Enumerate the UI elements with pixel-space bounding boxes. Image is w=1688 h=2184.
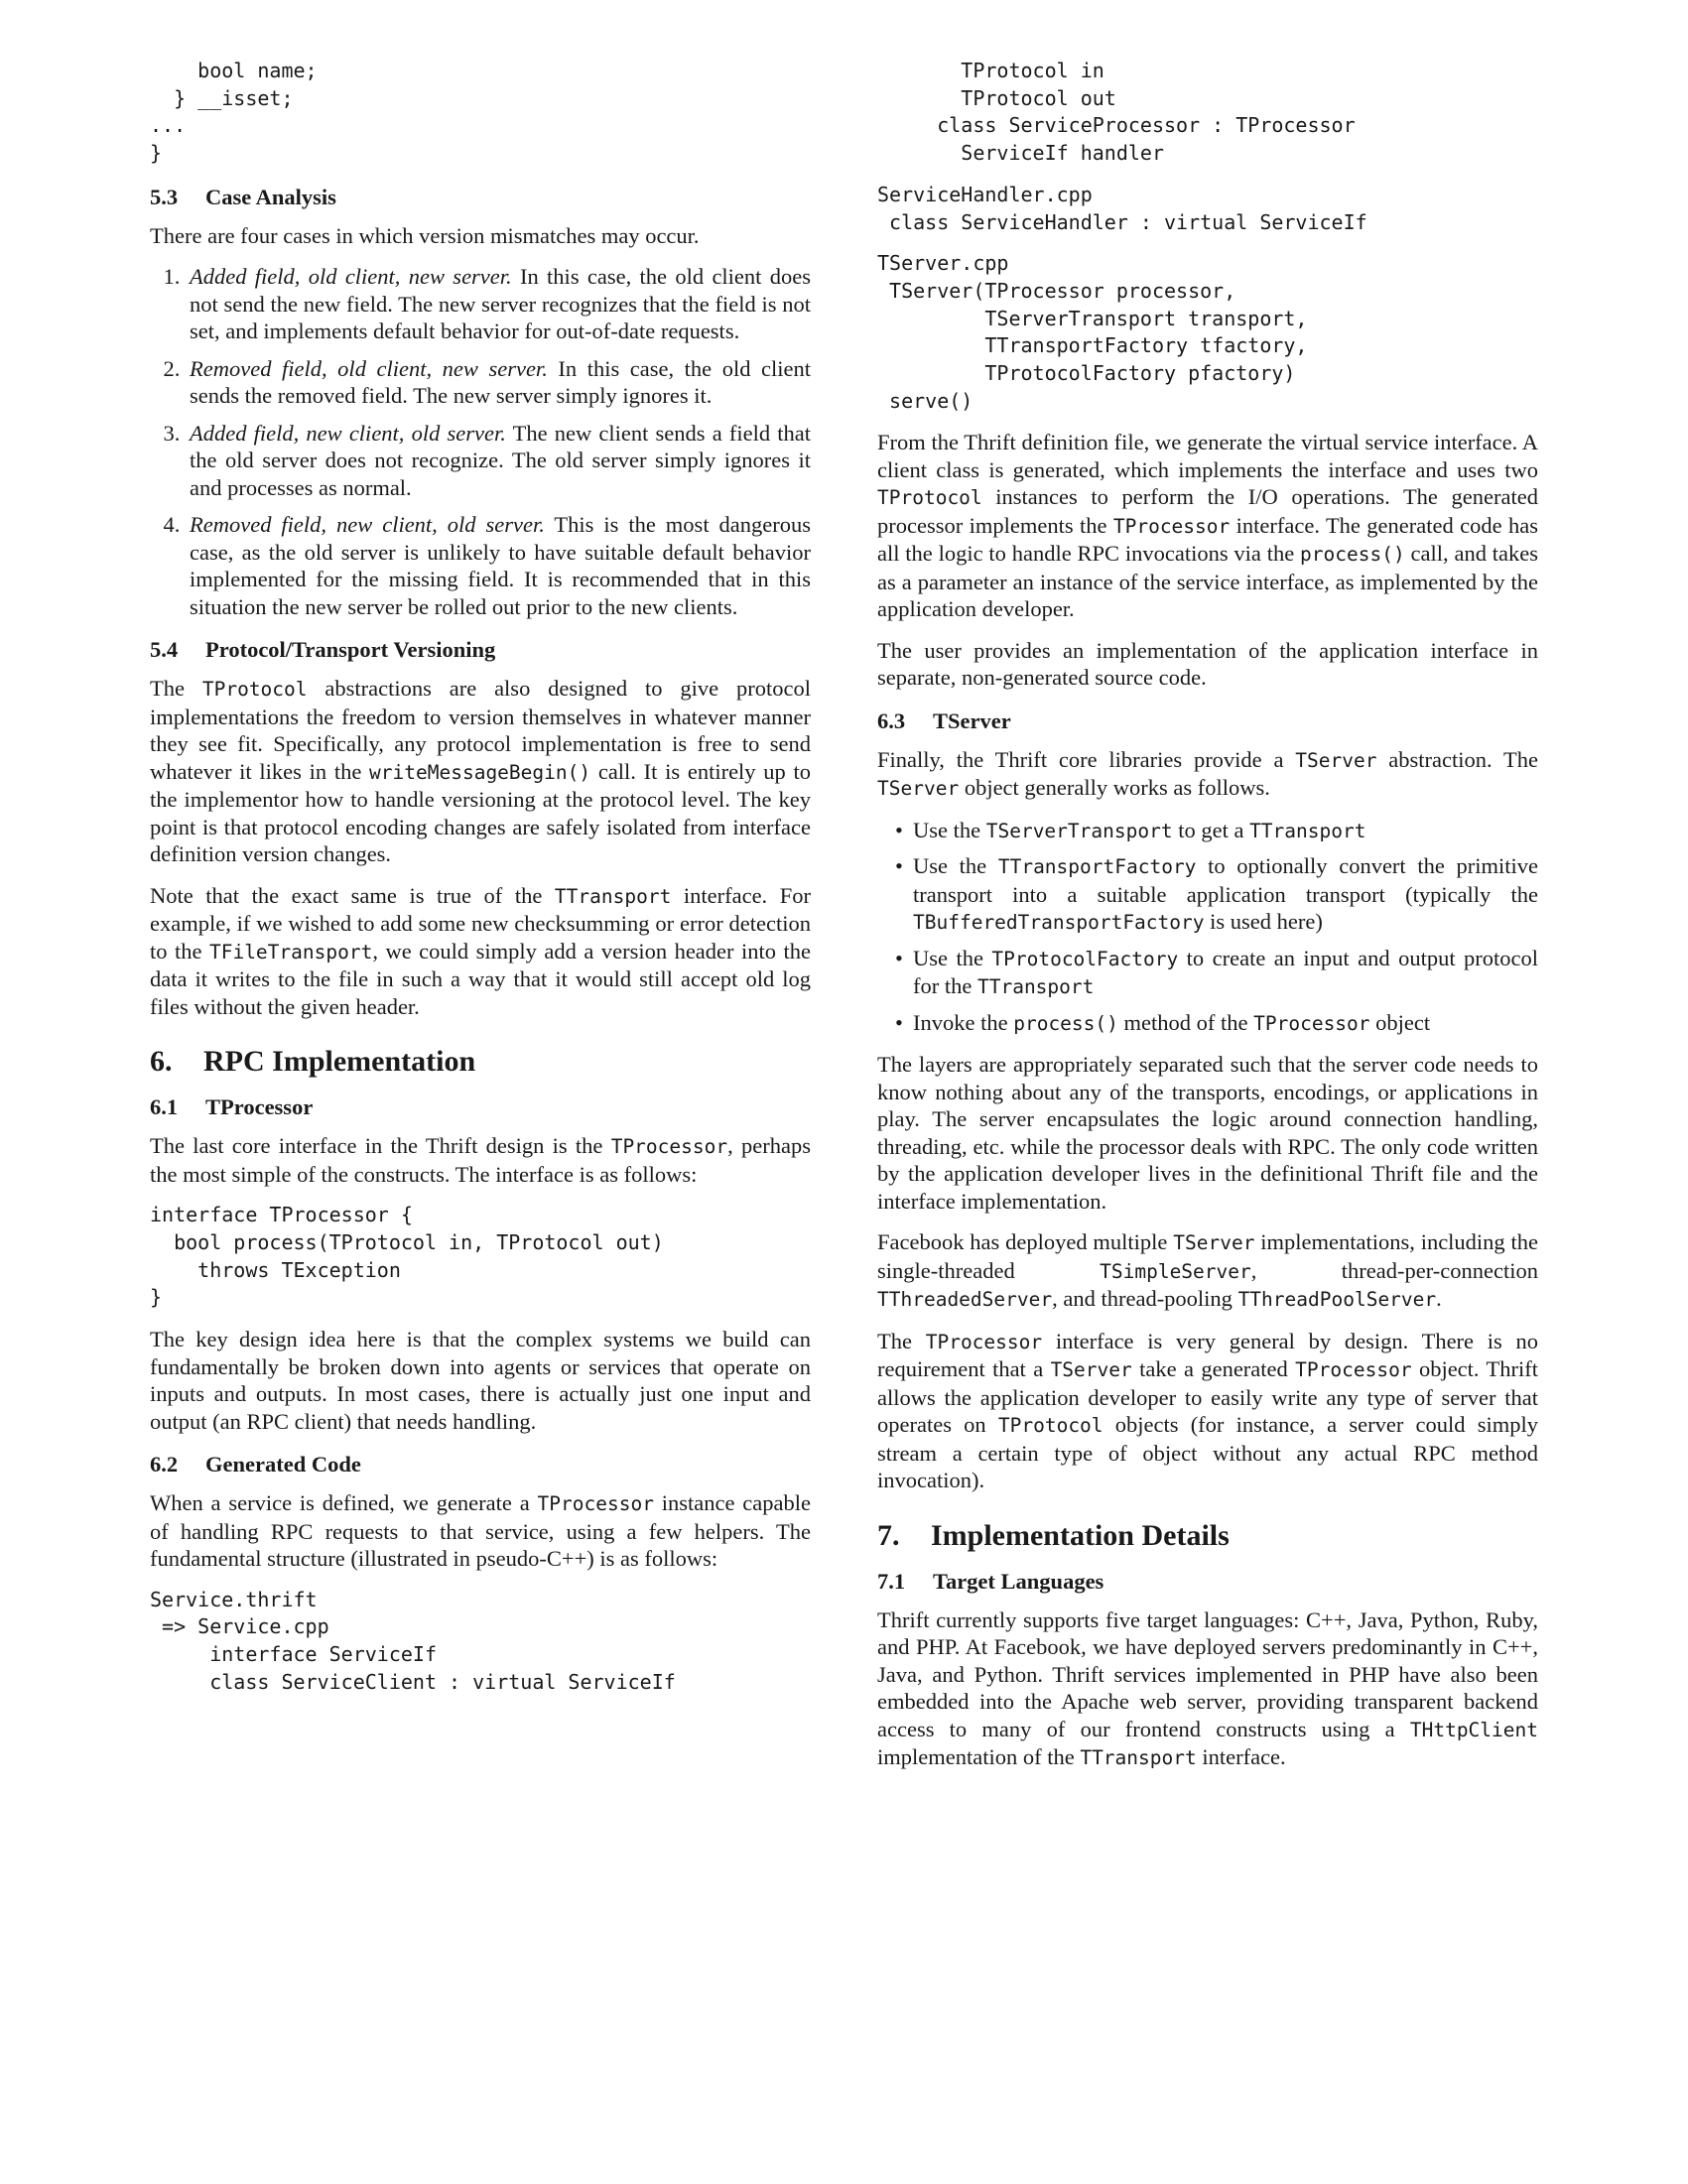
paragraph: When a service is defined, we generate a TProcessor instance capable of handling RPC requests to that service, using a few helpers. The fundamental structure (illustrated in pseudo-C++) is as follows:	[150, 1490, 812, 1572]
list-item	[186, 263, 811, 345]
case-text: In this case, the old client does not send the new field. The new server recognizes that the field is not set, and implements default behavior for out-of-date requests.	[190, 264, 811, 344]
section-title: Case Analysis	[205, 184, 336, 209]
code-isset-fragment: bool name; } __isset; ... }	[150, 59, 318, 166]
paragraph: The TProcessor interface is very general by design. There is no requirement that a TServer take a generated TProcessor object. Thrift allows the application developer to easily write any type of server that operates on TProtocol objects (for instance, a server could simply stream a certain type of object without any actual RPC method invocation).	[877, 1328, 1538, 1493]
tserver-steps-list	[877, 817, 1538, 1038]
paragraph: Thrift currently supports five target languages: C++, Java, Python, Ruby, and PHP. At Facebook, we have deployed servers predominantly in C++, Java, and Python. Thrift services implemented in PHP have also been embedded into the Apache web server, providing transparent backend access to many of our frontend constructs using a THttpClient implementation of the TTransport interface.	[877, 1606, 1538, 1770]
section-6-1-heading	[150, 1093, 811, 1120]
case-text: In this case, the old client sends the removed field. The new server simply ignores it.	[190, 355, 811, 409]
case-title: Added field, new client, old server.	[190, 420, 506, 446]
section-6-3-heading	[877, 707, 1538, 734]
list-item: • Invoke the process() method of the TProcessor object	[913, 1009, 1538, 1038]
list-item: • Use the TProtocolFactory to create an input and output protocol for the TTransport	[913, 945, 1538, 1001]
paragraph: Note that the exact same is true of the TTransport interface. For example, if we wished to add some new checksumming or error detection to the TFileTransport, we could simply add a version header into the data it writes to the file in such a way that it would still accept old log files without the given header.	[150, 882, 811, 1019]
code-tprocessor-interface: interface TProcessor { bool process(TProtocol in, TProtocol out) throws TException }	[150, 1203, 664, 1310]
section-7-1-heading	[877, 1568, 1538, 1595]
section-title: Target Languages	[933, 1568, 1104, 1594]
section-number: 7.1	[877, 1568, 906, 1594]
code-tserver: TServer.cpp TServer(TProcessor processor, TServerTransport transport, TTransportFactory tfactory, TProtocolFactory pfactory) serve()	[877, 251, 1308, 413]
section-5-4-heading	[150, 636, 811, 663]
left-column	[150, 58, 811, 1710]
section-number: 6.2	[150, 1452, 179, 1477]
paragraph: The TProtocol abstractions are also designed to give protocol implementations the freedom to version themselves in whatever manner they see fit. Specifically, any protocol implementation is free to send whatever it likes in the writeMessageBegin() call. It is entirely up to the implementor how to handle versioning at the protocol level. The key point is that protocol encoding changes are safely isolated from interface definition version changes.	[150, 676, 811, 867]
code-service-structure: Service.thrift => Service.cpp interface ServiceIf class ServiceClient : virtual ServiceIf	[150, 1587, 676, 1694]
section-title: Generated Code	[205, 1452, 361, 1477]
section-number: 6.1	[150, 1094, 179, 1120]
section-title: TServer	[933, 707, 1011, 733]
section-number: 6.	[150, 1045, 173, 1079]
case-title: Added field, old client, new server.	[190, 264, 512, 290]
section-title: Protocol/Transport Versioning	[205, 637, 496, 663]
section-title: Implementation Details	[931, 1518, 1230, 1552]
section-6-heading	[150, 1046, 811, 1078]
list-item	[186, 511, 811, 620]
case-title: Removed field, old client, new server.	[190, 355, 548, 381]
right-column	[877, 58, 1538, 1786]
section-title: TProcessor	[205, 1094, 314, 1120]
section-number: 5.4	[150, 637, 179, 663]
case-list	[150, 263, 811, 620]
list-item	[186, 420, 811, 502]
section-number: 5.3	[150, 184, 179, 209]
code-service-structure-continued: TProtocol in TProtocol out class ServiceProcessor : TProcessor ServiceIf handler	[937, 59, 1356, 166]
paragraph: There are four cases in which version mismatches may occur.	[150, 222, 700, 248]
case-text: This is the most dangerous case, as the old server is unlikely to have suitable default behavior implemented for the missing field. It is recommended that in this situation the new server be rolled out prior to the new clients.	[190, 512, 812, 619]
section-5-3-heading	[150, 184, 811, 210]
paragraph: The layers are appropriately separated such that the server code needs to know nothing about any of the transports, encodings, or applications in play. The server encapsulates the logic around connection handling, threading, etc. while the processor deals with RPC. The only code written by the application developer lives in the definitional Thrift file and the interface implementation.	[877, 1052, 1538, 1214]
section-number: 6.3	[877, 707, 906, 733]
section-title: RPC Implementation	[203, 1045, 476, 1079]
paragraph: The user provides an implementation of the application interface in separate, non-generated source code.	[877, 637, 1538, 691]
case-title: Removed field, new client, old server.	[190, 512, 545, 538]
section-7-heading	[877, 1520, 1538, 1552]
section-number: 7.	[877, 1518, 900, 1552]
paragraph: Finally, the Thrift core libraries provide a TServer abstraction. The TServer object generally works as follows.	[877, 746, 1538, 801]
paragraph: The key design idea here is that the complex systems we build can fundamentally be broken down into agents or services that operate on inputs and outputs. In most cases, there is actually just one input and output (an RPC client) that needs handling.	[150, 1327, 811, 1434]
list-item	[186, 355, 811, 410]
list-item: • Use the TTransportFactory to optionally convert the primitive transport into a suitable application transport (typically the TBufferedTransportFactory is used here)	[913, 852, 1538, 937]
section-6-2-heading	[150, 1451, 811, 1477]
list-item: • Use the TServerTransport to get a TTransport	[913, 817, 1538, 845]
case-text: The new client sends a field that the old server does not recognize. The old server simply ignores it and processes as normal.	[190, 420, 811, 500]
paragraph: Facebook has deployed multiple TServer implementations, including the single-threaded TSimpleServer, thread-per-connection TThreadedServer, and thread-pooling TThreadPoolServer.	[877, 1229, 1538, 1312]
paragraph: The last core interface in the Thrift design is the TProcessor, perhaps the most simple of the constructs. The interface is as follows:	[150, 1133, 811, 1187]
code-service-handler: ServiceHandler.cpp class ServiceHandler : virtual ServiceIf	[877, 182, 1367, 234]
paragraph: From the Thrift definition file, we generate the virtual service interface. A client class is generated, which implements the interface and uses two TProtocol instances to perform the I/O operations. The generated processor implements the TProcessor interface. The generated code has all the logic to handle RPC invocations via the process() call, and takes as a parameter an instance of the service interface, as implemented by the application developer.	[877, 430, 1538, 622]
